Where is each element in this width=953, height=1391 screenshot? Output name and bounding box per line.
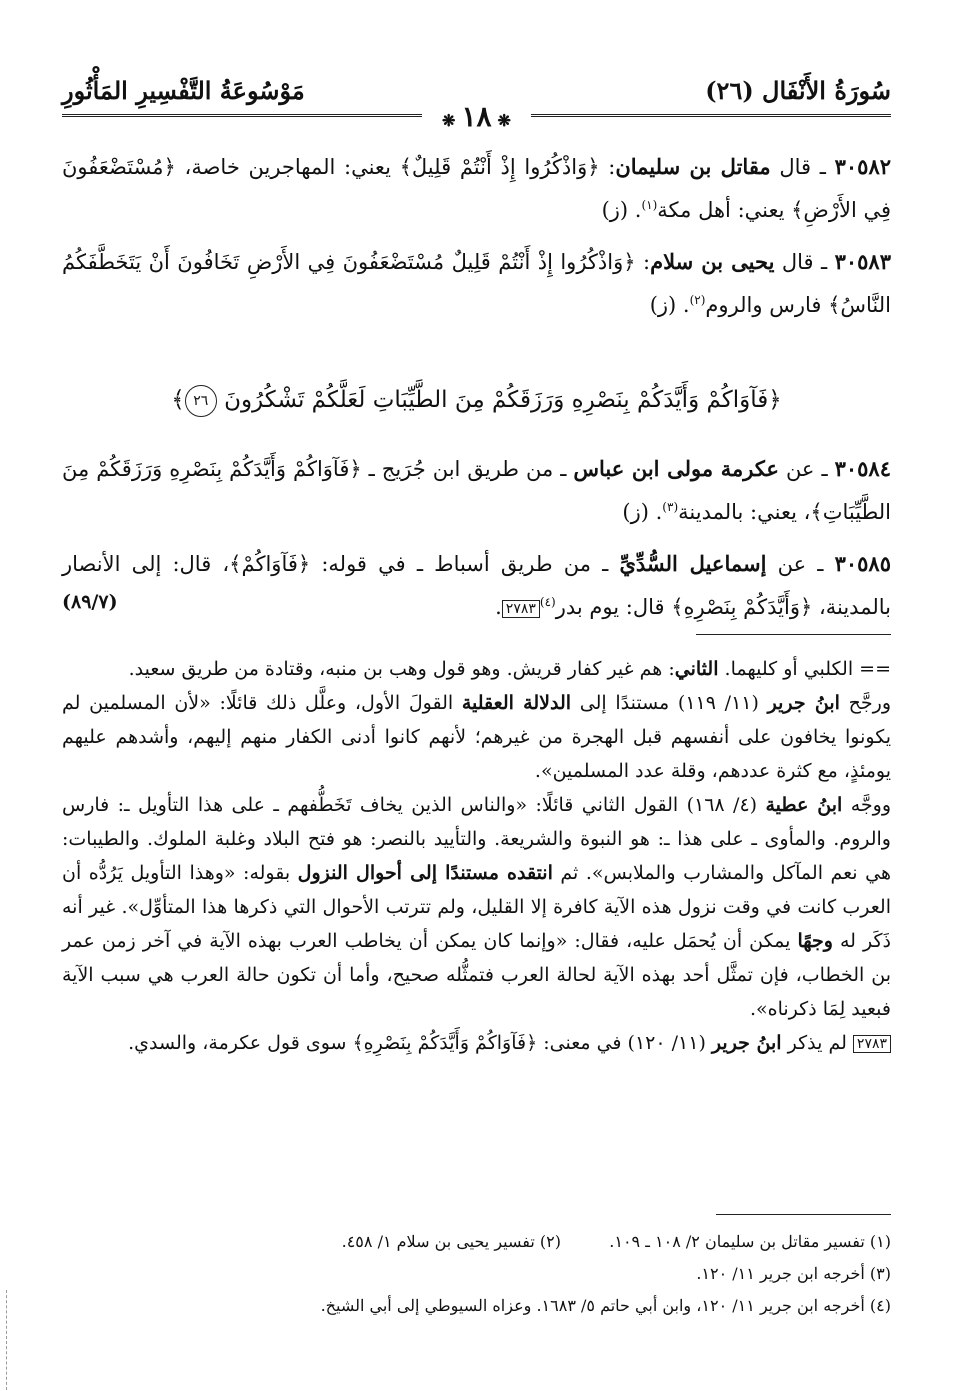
commentary-text: (١١/ ١٢٠) في معنى: ﴿فَآوَاكُمْ وَأَيَّدَكُمْ بِنَصْرِهِ﴾ سوى قول عكرمة، والسدي. [128, 1032, 712, 1054]
commentary-text: بقوله: «وهذا التأويل يَرُدُّه أن العرب كانت في وقت نزول هذه الآية كافرة إلا القليل، ولم تترتب الأحوال التي ذكرها هذا المتأوِّل». غير أنه ذَكَر له [62, 862, 892, 952]
quran-verse [62, 380, 891, 420]
narrator-name: يحيى بن سلام [650, 249, 775, 274]
entry-30584 [62, 450, 891, 531]
page-number-block [62, 100, 891, 133]
footnote-marker: (١) [641, 198, 658, 212]
commentary-bold: ابنُ جرير [767, 692, 840, 714]
ornament-icon: ❋ [497, 111, 511, 130]
footnote-marker: (٣) [662, 500, 679, 514]
narrator-name: مقاتل بن سليمان [615, 154, 771, 179]
entry-number: ٣٠٥٨٥ [834, 551, 891, 576]
commentary-text: (٤/ ١٦٨) القول الثاني قائلًا: «والناس الذين يخاف تَخَطُّفهم ـ على هذا التأويل ـ: فارس والروم. والمأوى ـ على هذا ـ: هو النبوة والشريعة. والتأييد بالنصر: هو فتح البلاد وغلبة الملوك. والطيبات: هي نعم المآكل والمشارب والملابس». ثم [62, 794, 891, 884]
commentary-text: القولَ الأول، وعلَّل ذلك قائلًا: «لأن المسلمين لم يكونوا يخافون على أنفسهم قبل الهجرة من غيرهم؛ لأنهم كانوا أدنى الكفار منهم إليهم، وأشدهم عليهم يومئذٍ، مع كثرة عددهم، وقلة عدد المسلمين». [62, 692, 891, 782]
footnote-marker: (٢) [689, 293, 706, 307]
scan-edge-marks [6, 1290, 9, 1390]
commentary-separator [696, 634, 891, 635]
footnote-4: (٤) أخرجه ابن جرير ١١/ ١٢٠، وابن أبي حاتم ٥/ ١٦٨٣. وعزاه السيوطي إلى أبي الشيخ. [320, 1296, 891, 1315]
commentary-bold: وجهًا [797, 930, 833, 952]
commentary-para-1 [62, 652, 891, 686]
commentary-text: : هم غير كفار قريش. وهو قول وهب بن منبه، وقتادة من طريق سعيد. [128, 658, 675, 680]
entry-text: ـ من طريق ابن جُرَيج ـ ﴿فَآوَاكُمْ وَأَيَّدَكُمْ بِنَصْرِهِ وَرَزَقَكُمْ مِنَ الطَّيِّبَاتِ﴾، يعني: بالمدينة [62, 457, 891, 524]
ayah-number: ٢٦ [185, 385, 217, 417]
entry-30583 [62, 243, 891, 324]
entry-connector: ـ عن [778, 457, 835, 481]
commentary-text: ورجَّح [839, 692, 891, 714]
commentary-bold: انتقده مستندًا إلى أحوال النزول [297, 862, 553, 884]
commentary-text: (١١/ ١١٩) مستندًا إلى [571, 692, 768, 714]
commentary-text: لم يذكر [781, 1032, 853, 1054]
commentary-bold: ابنُ عطية [765, 794, 843, 816]
footnote-row [62, 1226, 891, 1258]
commentary [62, 652, 891, 1060]
commentary-para-3 [62, 788, 891, 1026]
surah-title: سُورَةُ الأَنْفَال (٢٦) [705, 76, 891, 105]
entry-tail: . [495, 595, 502, 619]
entry-tail: . (ز) [601, 198, 642, 222]
entry-connector: ـ قال [770, 155, 835, 179]
entry-number: ٣٠٥٨٣ [834, 249, 891, 274]
commentary-note-2783 [62, 1026, 891, 1060]
entry-number: ٣٠٥٨٤ [834, 456, 891, 481]
footnote-separator [716, 1214, 891, 1215]
entry-text: ـ من طريق أسباط ـ في قوله: ﴿فَآوَاكُمْ﴾، قال: إلى الأنصار بالمدينة، ﴿وَأَيَّدَكُمْ بِنَصْرِهِ﴾ قال: يوم بدر [62, 552, 891, 619]
commentary-para-2 [62, 686, 891, 788]
note-marker-box: ٢٧٨٣ [502, 600, 540, 618]
entry-tail: . (ز) [649, 293, 690, 317]
entry-connector: ـ عن [766, 552, 835, 576]
entry-30585 [62, 545, 891, 626]
footnote-3: (٣) أخرجه ابن جرير ١١/ ١٢٠. [696, 1264, 891, 1283]
commentary-bold: الدلالة العقلية [461, 692, 572, 714]
commentary-text: ووجَّه [842, 794, 892, 816]
entry-text: : ﴿وَاذْكُرُوا إِذْ أَنْتُمْ قَلِيلٌ﴾ يعني: المهاجرين خاصة، ﴿مُسْتَضْعَفُونَ فِي الأَرْضِ﴾ يعني: أهل مكة [62, 155, 891, 222]
source-reference: (٨٩/٧) [62, 591, 118, 613]
entry-tail: . (ز) [622, 500, 663, 524]
commentary-text: يمكن أن يُحمَل عليه، فقال: «وإنما كان يمكن أن يخاطب العرب بهذه الآية في آخر زمن عمر بن الخطاب، فإن تمثَّل أحد بهذه الآية لحالة العرب فتمثُّله صحيح، وأما أن تكون حالة العرب هي سبب الآية فبعيد لِمَا ذكرناه». [62, 930, 891, 1020]
narrator-name: عكرمة مولى ابن عباس [573, 456, 779, 481]
commentary-bold: ابنُ جرير [711, 1032, 782, 1054]
page-header [62, 70, 891, 133]
verse-close: ﴾ [171, 387, 185, 413]
footnote-2: (٢) تفسير يحيى بن سلام ١/ ٤٥٨. [341, 1232, 561, 1251]
note-marker-box: ٢٧٨٣ [853, 1035, 891, 1053]
page-number: ١٨ [461, 100, 492, 133]
commentary-bold: الثاني [674, 658, 719, 680]
commentary-text: == الكلبي أو كليهما. [718, 658, 891, 680]
narrator-name: إسماعيل السُّدِّيِّ [619, 551, 767, 576]
footnotes [62, 1226, 891, 1322]
entry-text: : ﴿وَاذْكُرُوا إِذْ أَنْتُمْ قَلِيلٌ مُسْتَضْعَفُونَ فِي الأَرْضِ تَخَافُونَ أَنْ يَتَخَطَّفَكُمُ النَّاسُ﴾ فارس والروم [62, 250, 891, 317]
footnote-1: (١) تفسير مقاتل بن سليمان ٢/ ١٠٨ ـ ١٠٩. [609, 1232, 891, 1251]
footnote-marker: (٤) [539, 595, 556, 609]
entry-30582 [62, 148, 891, 229]
main-text [62, 148, 891, 640]
verse-text: ﴿فَآوَاكُمْ وَأَيَّدَكُمْ بِنَصْرِهِ وَرَزَقَكُمْ مِنَ الطَّيِّبَاتِ لَعَلَّكُمْ تَشْكُرُونَ [224, 387, 782, 413]
entry-number: ٣٠٥٨٢ [834, 154, 892, 179]
ornament-icon: ❋ [442, 111, 456, 130]
entry-connector: ـ قال [774, 250, 835, 274]
book-title: مَوْسُوعَةُ التَّفْسِيرِ المَأْثُورِ [62, 76, 305, 105]
